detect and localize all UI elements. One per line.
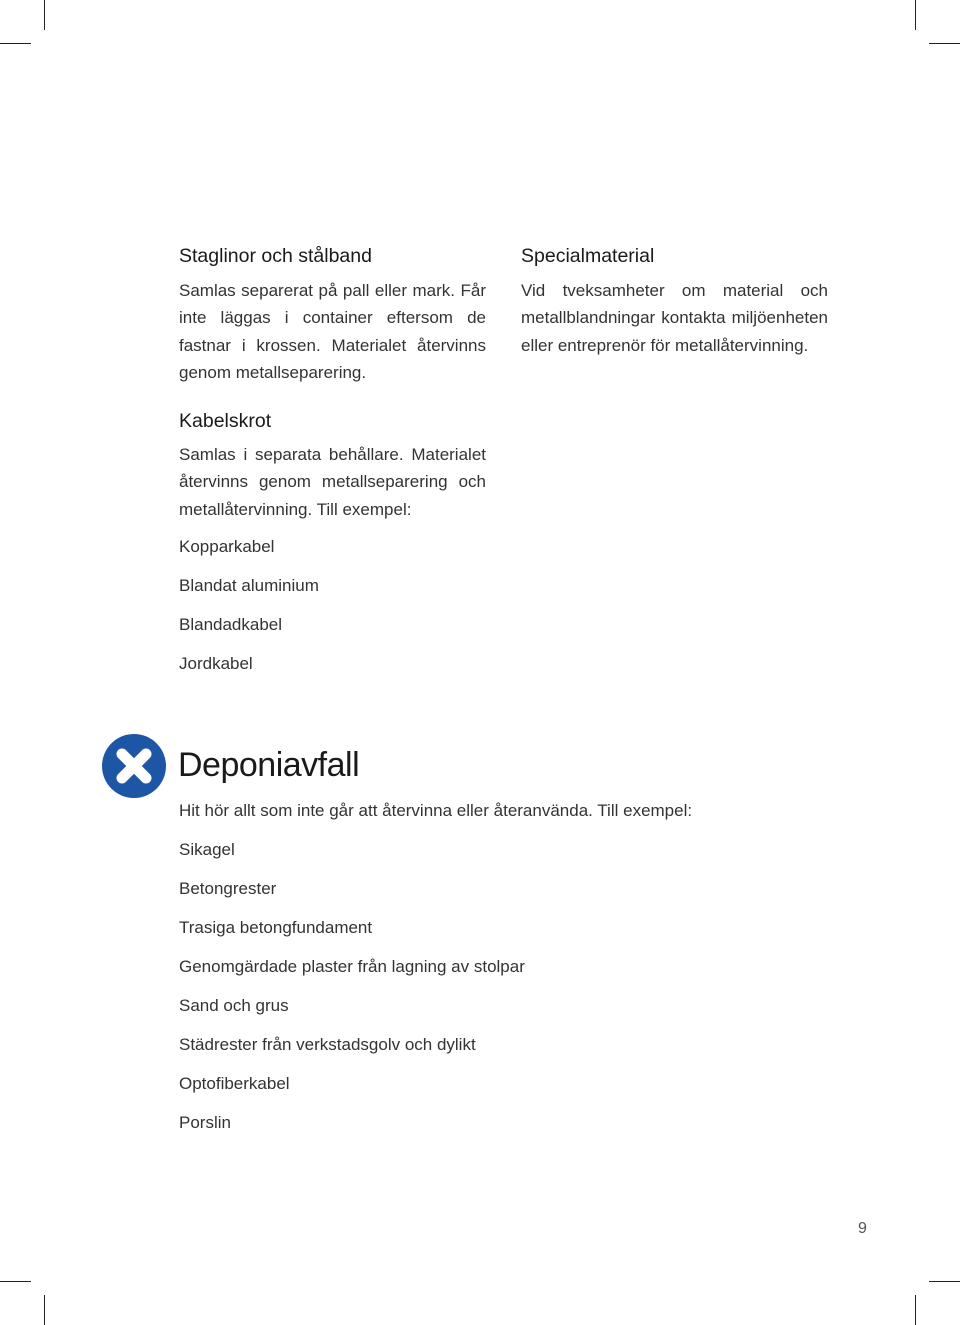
list-item: Städrester från verkstadsgolv och dylikt: [179, 1035, 476, 1054]
deponiavfall-intro: Hit hör allt som inte går att återvinna eller återanvända. Till exempel:: [179, 801, 693, 820]
crop-mark: [915, 1295, 916, 1325]
list-item: Sand och grus: [179, 996, 289, 1015]
specialmaterial-text: Vid tveksamheter om material och metallblandningar kontakta miljöenheten eller entreprenör för metallåtervinning.: [521, 281, 828, 355]
crop-mark: [44, 1295, 45, 1325]
list-item: Betongrester: [179, 879, 277, 898]
crop-mark: [929, 1281, 960, 1282]
crop-mark: [0, 1281, 31, 1282]
crop-mark: [44, 0, 45, 30]
staglinor-text: Samlas separerat på pall eller mark. Får inte läggas i container eftersom de fastnar i krossen. Materialet återvinns genom metallseparering.: [179, 281, 486, 382]
list-item: Porslin: [179, 1113, 231, 1132]
list-item: Optofiberkabel: [179, 1074, 290, 1093]
list-item: Kopparkabel: [179, 537, 275, 556]
kabelskrot-title: Kabelskrot: [179, 410, 272, 432]
kabelskrot-examples: [179, 536, 319, 692]
kabelskrot-text: Samlas i separata behållare. Materialet återvinns genom metallseparering och metallåtervinning. Till exempel:: [179, 445, 486, 519]
page-number: 9: [858, 1220, 867, 1237]
crop-mark: [915, 0, 916, 30]
crop-mark: [929, 43, 960, 44]
list-item: Trasiga betongfundament: [179, 918, 373, 937]
list-item: Jordkabel: [179, 654, 253, 673]
x-icon: [102, 734, 166, 798]
staglinor-title: Staglinor och stålband: [179, 245, 372, 267]
deponiavfall-examples: [179, 839, 525, 1151]
list-item: Blandadkabel: [179, 615, 283, 634]
specialmaterial-title: Specialmaterial: [521, 245, 655, 267]
list-item: Sikagel: [179, 840, 235, 859]
list-item: Genomgärdade plaster från lagning av stolpar: [179, 957, 525, 976]
deponiavfall-title: Deponiavfall: [178, 746, 360, 784]
crop-mark: [0, 43, 31, 44]
list-item: Blandat aluminium: [179, 576, 319, 595]
